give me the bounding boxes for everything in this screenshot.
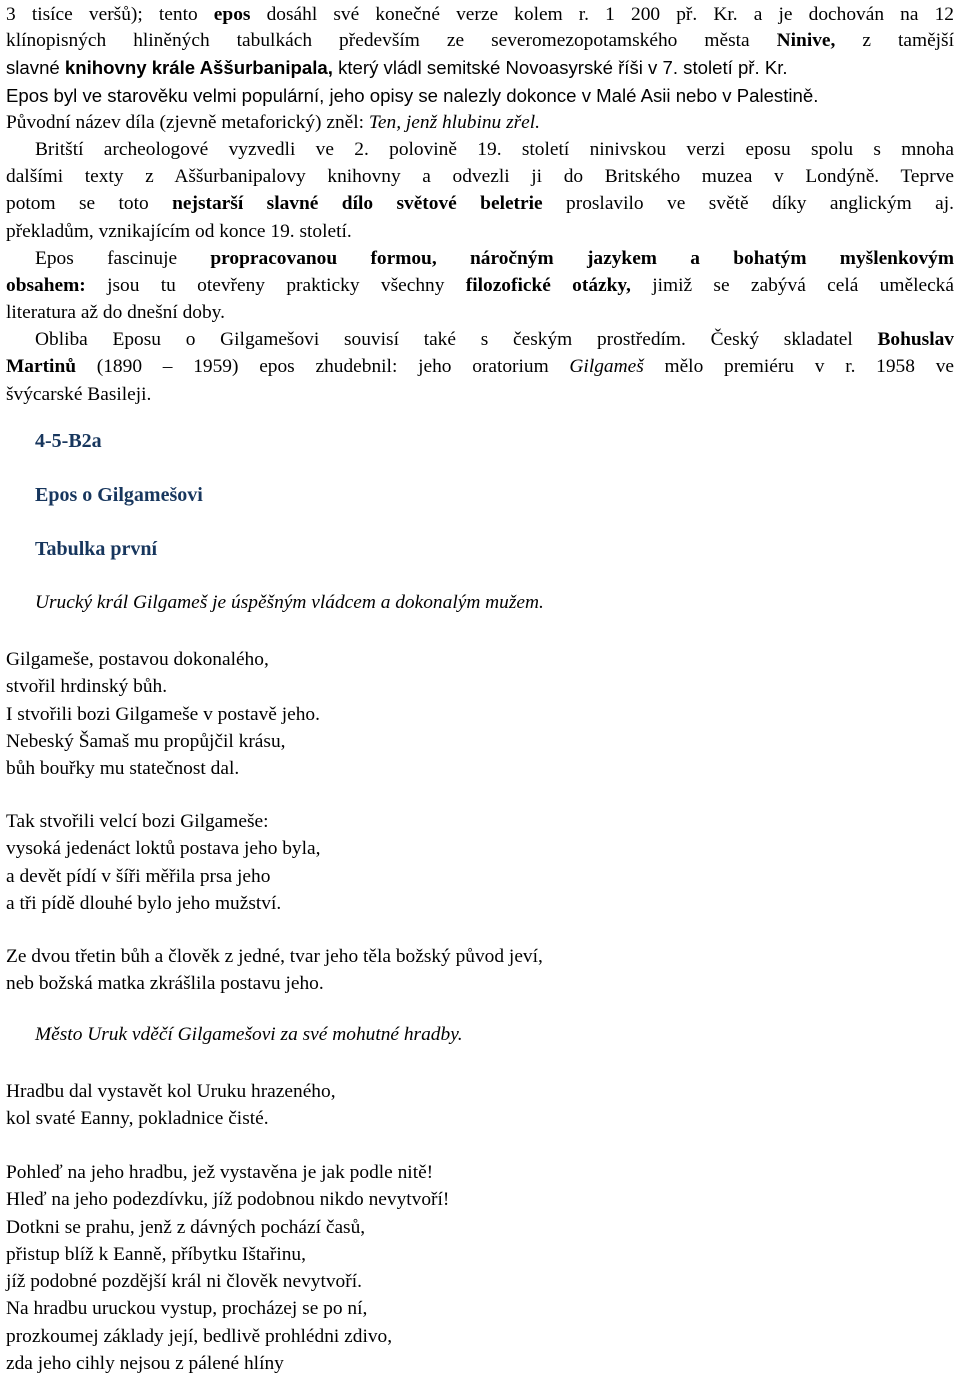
- intro-line-10: Epos fascinuje propracovanou formou, náročným jazykem a bohatým myšlenkovým: [35, 247, 954, 269]
- intro-line-2: klínopisných hliněných tabulkách především ze severomezopotamského města Ninive, z tamější: [6, 30, 954, 52]
- verse-line: jíž podobné pozdější král ni člověk nevytvoří.: [6, 1271, 362, 1293]
- intro-line-15: švýcarské Basileji.: [6, 383, 152, 405]
- intro-line-1: 3 tisíce veršů); tento epos dosáhl své konečné verze kolem r. 1 200 př. Kr. a je dochován na 12: [6, 4, 954, 25]
- intro-line-7: dalšími texty z Aššurbanipalovy knihovny a odvezli ji do Britského muzea v Londýně. Teprve: [6, 166, 954, 188]
- intro-line-4: Epos byl ve starověku velmi populární, jeho opisy se nalezly dokonce v Malé Asii nebo v Palestině.: [6, 84, 819, 106]
- verse-stanza-5: [6, 1159, 449, 1377]
- verse-line: zda jeho cihly nejsou z pálené hlíny: [6, 1353, 284, 1375]
- verse-stanza-1: [6, 646, 320, 782]
- italic-summary-2: Město Uruk vděčí Gilgamešovi za své mohutné hradby.: [35, 1024, 463, 1045]
- verse-line: Hradbu dal vystavět kol Uruku hrazeného,: [6, 1081, 336, 1102]
- verse-line: Gilgameše, postavou dokonalého,: [6, 649, 269, 670]
- verse-line: kol svaté Eanny, pokladnice čisté.: [6, 1108, 269, 1130]
- verse-line: Tak stvořili velcí bozi Gilgameše:: [6, 811, 269, 832]
- intro-line-8: potom se toto nejstarší slavné dílo světové beletrie proslavilo ve světě díky anglickým aj.: [6, 193, 954, 215]
- verse-line: stvořil hrdinský bůh.: [6, 676, 168, 698]
- verse-line: bůh bouřky mu statečnost dal.: [6, 758, 240, 780]
- section-code: 4-5-B2a: [35, 430, 102, 452]
- intro-text: [6, 0, 954, 408]
- tablet-heading: Tabulka první: [35, 538, 158, 560]
- verse-line: Dotkni se prahu, jenž z dávných pochází časů,: [6, 1216, 366, 1238]
- verse-line: prozkoumej základy její, bedlivě prohlédni zdivo,: [6, 1325, 393, 1347]
- verse-stanza-2: [6, 808, 320, 917]
- intro-line-9: překladům, vznikajícím od konce 19. století.: [6, 220, 352, 242]
- verse-line: vysoká jedenáct loktů postava jeho byla,: [6, 838, 321, 860]
- intro-line-12: literatura až do dnešní doby.: [6, 302, 225, 324]
- verse-line: Pohleď na jeho hradbu, jež vystavěna je jak podle nitě!: [6, 1162, 434, 1183]
- intro-line-13: Obliba Eposu o Gilgamešovi souvisí také s českým prostředím. Český skladatel Bohuslav: [35, 329, 954, 351]
- italic-summary-1: Urucký král Gilgameš je úspěšným vládcem a dokonalým mužem.: [35, 592, 544, 613]
- verse-stanza-4: [6, 1078, 336, 1133]
- verse-line: Hleď na jeho podezdívku, jíž podobnou nikdo nevytvoří!: [6, 1189, 450, 1211]
- intro-line-14: Martinů (1890 – 1959) epos zhudebnil: jeho oratorium Gilgameš mělo premiéru v r. 1958 ve: [6, 356, 954, 378]
- verse-line: Nebeský Šamaš mu propůjčil krásu,: [6, 730, 286, 752]
- verse-line: a devět pídí v šíři měřila prsa jeho: [6, 865, 271, 887]
- verse-line: přistup blíž k Eanně, příbytku Ištařinu,: [6, 1243, 306, 1265]
- intro-line-6: Britští archeologové vyzvedli ve 2. polovině 19. století ninivskou verzi eposu spolu s mnoha: [35, 138, 954, 160]
- intro-line-3: slavné knihovny krále Aššurbanipala, který vládl semitské Novoasyrské říši v 7. století př. Kr.: [6, 57, 788, 79]
- intro-line-11: obsahem: jsou tu otevřeny prakticky všechny filozofické otázky, jimiž se zabývá celá umělecká: [6, 274, 954, 296]
- verse-line: Ze dvou třetin bůh a člověk z jedné, tvar jeho těla božský původ jeví,: [6, 946, 543, 967]
- verse-line: a tři pídě dlouhé bylo jeho mužství.: [6, 892, 282, 914]
- work-title: Epos o Gilgamešovi: [35, 484, 203, 506]
- verse-line: neb božská matka zkrášlila postavu jeho.: [6, 973, 324, 995]
- verse-line: I stvořili bozi Gilgameše v postavě jeho.: [6, 703, 320, 725]
- verse-stanza-3: [6, 943, 543, 998]
- verse-line: Na hradbu uruckou vystup, procházej se po ní,: [6, 1298, 368, 1320]
- intro-line-5: Původní název díla (zjevně metaforický) zněl: Ten, jenž hlubinu zřel.: [6, 111, 541, 133]
